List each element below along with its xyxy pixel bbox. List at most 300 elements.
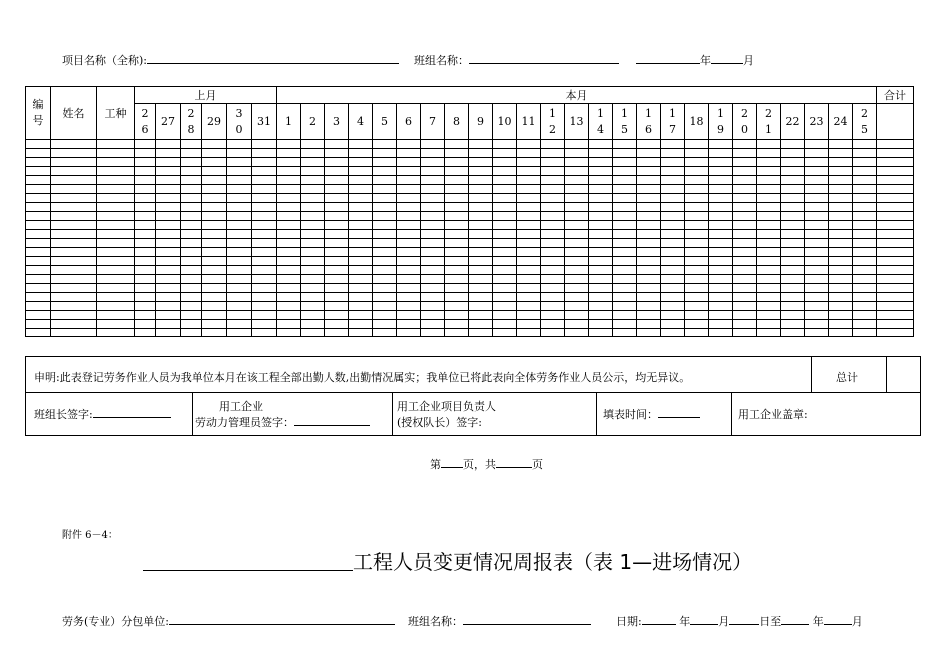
table-cell[interactable]	[589, 275, 613, 284]
labor-manager-signature[interactable]	[294, 415, 370, 426]
table-cell[interactable]	[709, 230, 733, 239]
table-cell[interactable]	[517, 221, 541, 230]
table-cell[interactable]	[565, 230, 589, 239]
table-cell[interactable]	[517, 311, 541, 320]
table-cell[interactable]	[613, 221, 637, 230]
table-cell[interactable]	[709, 266, 733, 275]
table-cell[interactable]	[277, 221, 301, 230]
table-cell[interactable]	[445, 266, 469, 275]
table-cell[interactable]	[277, 302, 301, 311]
table-cell[interactable]	[877, 302, 914, 311]
table-cell[interactable]	[26, 158, 51, 167]
table-cell[interactable]	[517, 185, 541, 194]
table-cell[interactable]	[277, 140, 301, 149]
table-cell[interactable]	[781, 167, 805, 176]
table-cell[interactable]	[685, 239, 709, 248]
table-cell[interactable]	[26, 203, 51, 212]
table-cell[interactable]	[51, 185, 97, 194]
table-cell[interactable]	[156, 293, 181, 302]
table-cell[interactable]	[252, 194, 277, 203]
table-cell[interactable]	[805, 275, 829, 284]
table-cell[interactable]	[156, 311, 181, 320]
table-cell[interactable]	[853, 212, 877, 221]
table-cell[interactable]	[181, 329, 202, 337]
table-cell[interactable]	[541, 167, 565, 176]
table-cell[interactable]	[829, 311, 853, 320]
table-cell[interactable]	[685, 320, 709, 329]
table-cell[interactable]	[805, 239, 829, 248]
table-cell[interactable]	[589, 329, 613, 337]
table-cell[interactable]	[26, 329, 51, 337]
table-cell[interactable]	[613, 266, 637, 275]
table-cell[interactable]	[517, 149, 541, 158]
table-cell[interactable]	[709, 293, 733, 302]
table-cell[interactable]	[589, 257, 613, 266]
table-cell[interactable]	[97, 230, 135, 239]
table-cell[interactable]	[805, 185, 829, 194]
table-cell[interactable]	[517, 212, 541, 221]
table-cell[interactable]	[565, 266, 589, 275]
table-cell[interactable]	[156, 230, 181, 239]
table-cell[interactable]	[781, 140, 805, 149]
table-cell[interactable]	[373, 167, 397, 176]
table-cell[interactable]	[469, 266, 493, 275]
table-cell[interactable]	[709, 203, 733, 212]
table-cell[interactable]	[227, 311, 252, 320]
table-cell[interactable]	[829, 203, 853, 212]
table-cell[interactable]	[853, 158, 877, 167]
table-cell[interactable]	[661, 212, 685, 221]
table-cell[interactable]	[661, 257, 685, 266]
table-cell[interactable]	[349, 167, 373, 176]
table-cell[interactable]	[469, 230, 493, 239]
table-cell[interactable]	[227, 167, 252, 176]
table-cell[interactable]	[51, 248, 97, 257]
table-cell[interactable]	[589, 185, 613, 194]
table-cell[interactable]	[733, 194, 757, 203]
table-cell[interactable]	[709, 257, 733, 266]
table-cell[interactable]	[661, 149, 685, 158]
table-cell[interactable]	[757, 176, 781, 185]
table-cell[interactable]	[51, 266, 97, 275]
table-cell[interactable]	[733, 275, 757, 284]
table-cell[interactable]	[469, 167, 493, 176]
table-cell[interactable]	[493, 176, 517, 185]
table-cell[interactable]	[589, 176, 613, 185]
table-cell[interactable]	[349, 203, 373, 212]
table-cell[interactable]	[301, 275, 325, 284]
table-cell[interactable]	[829, 212, 853, 221]
table-cell[interactable]	[156, 248, 181, 257]
table-cell[interactable]	[397, 230, 421, 239]
table-cell[interactable]	[469, 140, 493, 149]
table-cell[interactable]	[877, 311, 914, 320]
table-cell[interactable]	[805, 212, 829, 221]
table-cell[interactable]	[541, 302, 565, 311]
table-cell[interactable]	[445, 329, 469, 337]
table-cell[interactable]	[853, 311, 877, 320]
table-cell[interactable]	[135, 302, 156, 311]
table-cell[interactable]	[202, 284, 227, 293]
table-cell[interactable]	[421, 311, 445, 320]
table-cell[interactable]	[181, 221, 202, 230]
table-cell[interactable]	[877, 140, 914, 149]
table-cell[interactable]	[685, 311, 709, 320]
table-cell[interactable]	[541, 266, 565, 275]
table-cell[interactable]	[541, 275, 565, 284]
table-cell[interactable]	[325, 230, 349, 239]
table-cell[interactable]	[445, 158, 469, 167]
table-cell[interactable]	[51, 311, 97, 320]
table-cell[interactable]	[202, 266, 227, 275]
table-cell[interactable]	[51, 140, 97, 149]
table-cell[interactable]	[709, 275, 733, 284]
table-cell[interactable]	[733, 203, 757, 212]
table-cell[interactable]	[541, 176, 565, 185]
table-cell[interactable]	[156, 266, 181, 275]
table-cell[interactable]	[26, 185, 51, 194]
table-cell[interactable]	[757, 185, 781, 194]
table-cell[interactable]	[445, 239, 469, 248]
table-cell[interactable]	[156, 158, 181, 167]
table-cell[interactable]	[589, 149, 613, 158]
table-cell[interactable]	[733, 248, 757, 257]
table-cell[interactable]	[202, 167, 227, 176]
table-cell[interactable]	[325, 167, 349, 176]
table-cell[interactable]	[685, 158, 709, 167]
table-cell[interactable]	[493, 212, 517, 221]
table-cell[interactable]	[469, 185, 493, 194]
table-cell[interactable]	[877, 167, 914, 176]
table-cell[interactable]	[469, 194, 493, 203]
table-cell[interactable]	[781, 203, 805, 212]
table-cell[interactable]	[853, 284, 877, 293]
table-cell[interactable]	[277, 230, 301, 239]
table-cell[interactable]	[853, 320, 877, 329]
table-cell[interactable]	[135, 329, 156, 337]
table-cell[interactable]	[373, 311, 397, 320]
table-cell[interactable]	[685, 221, 709, 230]
table-cell[interactable]	[733, 302, 757, 311]
table-cell[interactable]	[325, 194, 349, 203]
table-cell[interactable]	[156, 275, 181, 284]
table-cell[interactable]	[397, 248, 421, 257]
table-cell[interactable]	[565, 140, 589, 149]
table-cell[interactable]	[877, 275, 914, 284]
table-cell[interactable]	[325, 221, 349, 230]
table-cell[interactable]	[637, 311, 661, 320]
table-cell[interactable]	[829, 293, 853, 302]
table-cell[interactable]	[301, 293, 325, 302]
table-cell[interactable]	[565, 275, 589, 284]
table-cell[interactable]	[26, 302, 51, 311]
table-cell[interactable]	[97, 167, 135, 176]
table-cell[interactable]	[202, 302, 227, 311]
table-cell[interactable]	[51, 284, 97, 293]
table-cell[interactable]	[805, 302, 829, 311]
table-cell[interactable]	[781, 239, 805, 248]
table-cell[interactable]	[589, 248, 613, 257]
table-cell[interactable]	[252, 149, 277, 158]
table-cell[interactable]	[469, 275, 493, 284]
table-cell[interactable]	[661, 302, 685, 311]
table-cell[interactable]	[26, 194, 51, 203]
table-cell[interactable]	[709, 221, 733, 230]
table-cell[interactable]	[325, 284, 349, 293]
table-cell[interactable]	[565, 320, 589, 329]
table-cell[interactable]	[685, 257, 709, 266]
table-cell[interactable]	[277, 239, 301, 248]
table-cell[interactable]	[733, 239, 757, 248]
table-cell[interactable]	[421, 158, 445, 167]
table-cell[interactable]	[373, 158, 397, 167]
table-cell[interactable]	[97, 320, 135, 329]
table-cell[interactable]	[517, 329, 541, 337]
table-cell[interactable]	[277, 266, 301, 275]
table-cell[interactable]	[252, 284, 277, 293]
table-cell[interactable]	[589, 167, 613, 176]
table-cell[interactable]	[227, 230, 252, 239]
table-cell[interactable]	[252, 320, 277, 329]
table-cell[interactable]	[51, 230, 97, 239]
table-cell[interactable]	[301, 329, 325, 337]
date-year2-field[interactable]	[781, 614, 809, 625]
table-cell[interactable]	[565, 176, 589, 185]
table-cell[interactable]	[805, 203, 829, 212]
table-cell[interactable]	[493, 239, 517, 248]
table-cell[interactable]	[97, 203, 135, 212]
table-cell[interactable]	[493, 140, 517, 149]
subcontractor-field[interactable]	[169, 614, 395, 625]
table-cell[interactable]	[445, 230, 469, 239]
table-cell[interactable]	[349, 302, 373, 311]
table-cell[interactable]	[277, 149, 301, 158]
table-cell[interactable]	[541, 194, 565, 203]
table-cell[interactable]	[135, 239, 156, 248]
table-cell[interactable]	[445, 293, 469, 302]
table-cell[interactable]	[97, 212, 135, 221]
table-cell[interactable]	[97, 275, 135, 284]
table-cell[interactable]	[26, 149, 51, 158]
table-cell[interactable]	[829, 248, 853, 257]
table-cell[interactable]	[301, 239, 325, 248]
table-cell[interactable]	[325, 140, 349, 149]
table-cell[interactable]	[757, 311, 781, 320]
table-cell[interactable]	[709, 320, 733, 329]
table-cell[interactable]	[853, 167, 877, 176]
table-cell[interactable]	[373, 257, 397, 266]
table-cell[interactable]	[829, 194, 853, 203]
table-cell[interactable]	[661, 266, 685, 275]
table-cell[interactable]	[97, 293, 135, 302]
table-cell[interactable]	[637, 149, 661, 158]
table-cell[interactable]	[373, 230, 397, 239]
table-cell[interactable]	[252, 203, 277, 212]
table-cell[interactable]	[445, 284, 469, 293]
table-cell[interactable]	[97, 248, 135, 257]
table-cell[interactable]	[227, 248, 252, 257]
table-cell[interactable]	[829, 149, 853, 158]
bottom-team-field[interactable]	[463, 614, 591, 625]
table-cell[interactable]	[733, 257, 757, 266]
table-cell[interactable]	[805, 293, 829, 302]
table-cell[interactable]	[565, 212, 589, 221]
table-cell[interactable]	[277, 311, 301, 320]
table-cell[interactable]	[781, 329, 805, 337]
table-cell[interactable]	[637, 257, 661, 266]
table-cell[interactable]	[877, 203, 914, 212]
table-cell[interactable]	[493, 311, 517, 320]
table-cell[interactable]	[541, 311, 565, 320]
table-cell[interactable]	[829, 275, 853, 284]
page-total-field[interactable]	[496, 457, 532, 468]
table-cell[interactable]	[445, 302, 469, 311]
table-cell[interactable]	[613, 230, 637, 239]
table-cell[interactable]	[757, 239, 781, 248]
table-cell[interactable]	[589, 320, 613, 329]
table-cell[interactable]	[709, 302, 733, 311]
table-cell[interactable]	[613, 284, 637, 293]
table-cell[interactable]	[853, 302, 877, 311]
table-cell[interactable]	[421, 185, 445, 194]
month-field[interactable]	[711, 53, 743, 64]
table-cell[interactable]	[156, 329, 181, 337]
table-cell[interactable]	[252, 185, 277, 194]
table-cell[interactable]	[541, 158, 565, 167]
table-cell[interactable]	[349, 194, 373, 203]
table-cell[interactable]	[135, 320, 156, 329]
table-cell[interactable]	[541, 185, 565, 194]
table-cell[interactable]	[493, 230, 517, 239]
table-cell[interactable]	[227, 320, 252, 329]
table-cell[interactable]	[517, 266, 541, 275]
table-cell[interactable]	[227, 266, 252, 275]
table-cell[interactable]	[349, 248, 373, 257]
table-cell[interactable]	[853, 266, 877, 275]
table-cell[interactable]	[181, 203, 202, 212]
table-cell[interactable]	[589, 302, 613, 311]
table-cell[interactable]	[589, 158, 613, 167]
table-cell[interactable]	[709, 140, 733, 149]
table-cell[interactable]	[277, 185, 301, 194]
table-cell[interactable]	[373, 266, 397, 275]
table-cell[interactable]	[135, 194, 156, 203]
table-cell[interactable]	[421, 239, 445, 248]
table-cell[interactable]	[277, 176, 301, 185]
table-cell[interactable]	[135, 149, 156, 158]
table-cell[interactable]	[757, 257, 781, 266]
table-cell[interactable]	[397, 203, 421, 212]
table-cell[interactable]	[781, 284, 805, 293]
table-cell[interactable]	[26, 275, 51, 284]
table-cell[interactable]	[135, 221, 156, 230]
table-cell[interactable]	[781, 149, 805, 158]
table-cell[interactable]	[493, 275, 517, 284]
table-cell[interactable]	[613, 167, 637, 176]
table-cell[interactable]	[781, 293, 805, 302]
table-cell[interactable]	[709, 212, 733, 221]
table-cell[interactable]	[252, 140, 277, 149]
table-cell[interactable]	[493, 185, 517, 194]
table-cell[interactable]	[517, 230, 541, 239]
table-cell[interactable]	[181, 311, 202, 320]
table-cell[interactable]	[202, 203, 227, 212]
table-cell[interactable]	[349, 239, 373, 248]
table-cell[interactable]	[227, 203, 252, 212]
table-cell[interactable]	[397, 185, 421, 194]
table-cell[interactable]	[637, 275, 661, 284]
table-cell[interactable]	[202, 239, 227, 248]
table-cell[interactable]	[757, 248, 781, 257]
table-cell[interactable]	[469, 176, 493, 185]
table-cell[interactable]	[637, 248, 661, 257]
table-cell[interactable]	[373, 194, 397, 203]
table-cell[interactable]	[421, 302, 445, 311]
table-cell[interactable]	[637, 266, 661, 275]
table-cell[interactable]	[51, 158, 97, 167]
table-cell[interactable]	[637, 329, 661, 337]
table-cell[interactable]	[733, 158, 757, 167]
table-cell[interactable]	[685, 176, 709, 185]
table-cell[interactable]	[227, 302, 252, 311]
table-cell[interactable]	[853, 293, 877, 302]
table-cell[interactable]	[709, 284, 733, 293]
table-cell[interactable]	[301, 221, 325, 230]
table-cell[interactable]	[733, 320, 757, 329]
table-cell[interactable]	[829, 140, 853, 149]
table-cell[interactable]	[613, 248, 637, 257]
table-cell[interactable]	[135, 176, 156, 185]
table-cell[interactable]	[637, 185, 661, 194]
table-cell[interactable]	[421, 248, 445, 257]
table-cell[interactable]	[829, 221, 853, 230]
table-cell[interactable]	[877, 230, 914, 239]
table-cell[interactable]	[805, 266, 829, 275]
table-cell[interactable]	[733, 149, 757, 158]
table-cell[interactable]	[637, 158, 661, 167]
table-cell[interactable]	[301, 302, 325, 311]
table-cell[interactable]	[661, 140, 685, 149]
table-cell[interactable]	[781, 194, 805, 203]
table-cell[interactable]	[829, 320, 853, 329]
table-cell[interactable]	[277, 158, 301, 167]
table-cell[interactable]	[277, 320, 301, 329]
table-cell[interactable]	[589, 221, 613, 230]
table-cell[interactable]	[613, 149, 637, 158]
table-cell[interactable]	[421, 284, 445, 293]
table-cell[interactable]	[733, 140, 757, 149]
table-cell[interactable]	[733, 266, 757, 275]
table-cell[interactable]	[853, 185, 877, 194]
table-cell[interactable]	[51, 212, 97, 221]
table-cell[interactable]	[373, 248, 397, 257]
table-cell[interactable]	[202, 248, 227, 257]
table-cell[interactable]	[202, 230, 227, 239]
table-cell[interactable]	[661, 320, 685, 329]
table-cell[interactable]	[252, 311, 277, 320]
table-cell[interactable]	[805, 257, 829, 266]
table-cell[interactable]	[637, 239, 661, 248]
table-cell[interactable]	[26, 257, 51, 266]
table-cell[interactable]	[51, 203, 97, 212]
table-cell[interactable]	[565, 257, 589, 266]
table-cell[interactable]	[709, 311, 733, 320]
table-cell[interactable]	[97, 149, 135, 158]
table-cell[interactable]	[589, 230, 613, 239]
table-cell[interactable]	[373, 275, 397, 284]
table-cell[interactable]	[541, 293, 565, 302]
table-cell[interactable]	[277, 203, 301, 212]
